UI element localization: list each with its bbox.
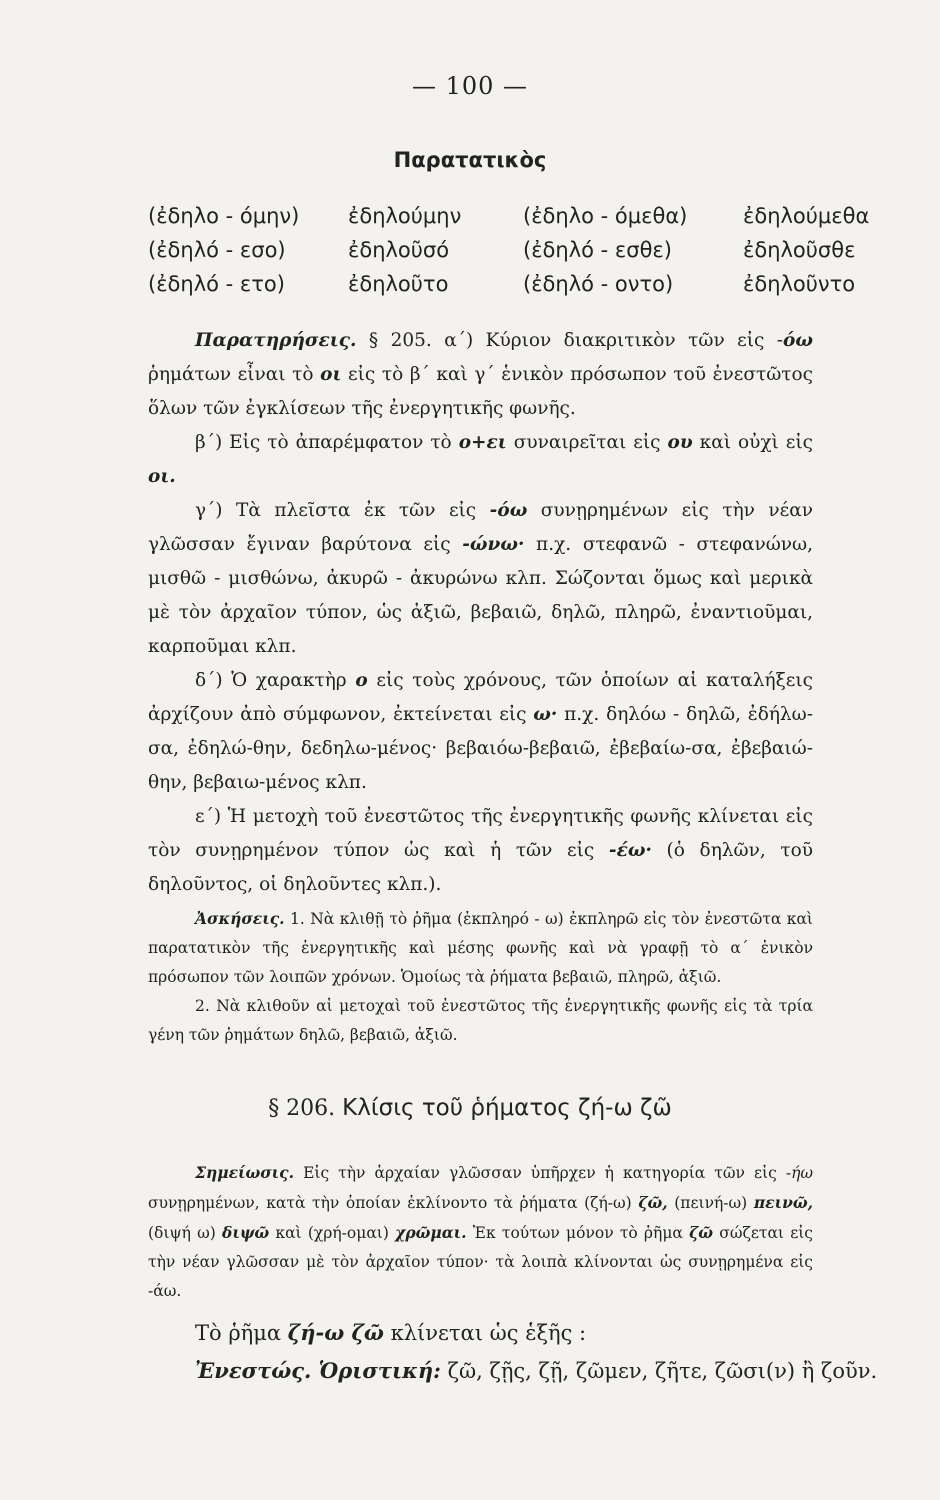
obs-label: Παρατηρήσεις. — [195, 330, 357, 351]
conj-cell: (ἐδηλο - όμην) — [148, 204, 300, 228]
ending: οι. — [148, 466, 176, 487]
section-title: Κλίσις τοῦ ῥήματος ζή-ω ζῶ — [342, 1095, 672, 1121]
conj-cell: ἐδηλοῦντο — [743, 272, 856, 296]
text: π.χ. δηλόω - δηλῶ, ἐδήλω-σα, ἐδηλώ-θην, δεδηλω-μένος· βεβαιόω-βεβαιῶ, ἐβεβαίω-σα, ἐβεβαιώ-θην, βεβαιω-μένος κλπ. — [148, 704, 813, 793]
text: γ΄) Τὰ πλεῖστα ἐκ τῶν εἰς — [195, 500, 490, 521]
note-label: Σημείωσις. — [195, 1163, 295, 1182]
text: Τὸ ῥῆμα — [195, 1321, 288, 1345]
page-number: — 100 — — [411, 72, 529, 100]
conj-cell: ἐδηλοῦσθε — [743, 238, 856, 262]
ending: ου — [667, 432, 693, 453]
tail-line-2 — [148, 1352, 878, 1390]
conjugation-table — [148, 204, 870, 306]
note-paragraph — [148, 1158, 813, 1306]
ending: ο — [355, 670, 368, 691]
text: συνῃρημένων, κατὰ τὴν ὁποίαν ἐκλίνοντο τὰ ῥήματα (ζή-ω) — [148, 1194, 639, 1212]
obs-paragraph-d — [148, 664, 813, 800]
term: διψῶ — [222, 1223, 270, 1242]
term: πεινῶ, — [753, 1193, 813, 1212]
ending: όω — [783, 330, 813, 351]
conjugation-row — [148, 204, 870, 238]
obs-paragraph-e — [148, 800, 813, 902]
text: (διψή ω) — [148, 1224, 222, 1242]
section-heading — [0, 1095, 940, 1121]
text: συναιρεῖται εἰς — [506, 432, 668, 453]
note — [148, 1158, 813, 1306]
text: (πεινή-ω) — [667, 1194, 754, 1212]
conjugation-row — [148, 272, 856, 306]
text: (ὁ δηλῶν, τοῦ δηλοῦντος, οἱ δηλοῦντες κλπ.). — [148, 840, 813, 895]
text: συνῃρημένων εἰς τὴν νέαν γλῶσσαν ἔγιναν βαρύτονα εἰς — [148, 500, 813, 555]
conj-cell: ἐδηλοῦσό — [348, 238, 450, 262]
conj-cell: (ἐδηλό - ετο) — [148, 272, 285, 296]
ending: ω· — [533, 704, 558, 725]
conj-cell: (ἐδηλό - εσθε) — [523, 238, 672, 262]
term: ζῶ, — [638, 1193, 668, 1212]
text: § 205. α΄) Κύριον διακριτικὸν τῶν εἰς - — [356, 330, 784, 351]
tail-line-1 — [148, 1314, 813, 1352]
observations — [148, 324, 813, 902]
obs-paragraph-b — [148, 426, 813, 494]
text: ε΄) Ἡ μετοχὴ τοῦ ἐνεστῶτος τῆς ἐνεργητικῆς φωνῆς κλίνεται εἰς τὸν συνῃρημένον τύπον ὡς καὶ ἡ τῶν εἰς — [148, 806, 813, 861]
exercises — [148, 904, 813, 1050]
section-number: § 206. — [268, 1096, 336, 1121]
conj-cell: ἐδηλούμην — [348, 204, 462, 228]
conjugation-row — [148, 238, 856, 272]
ending: ο+ει — [458, 432, 507, 453]
ending: -όω — [489, 500, 528, 521]
term: ζῶ — [689, 1223, 714, 1242]
text: καὶ (χρή-ομαι) — [269, 1224, 396, 1242]
mood-label: Ἐνεστώς. Ὁριστική: — [195, 1358, 441, 1383]
text: κλίνεται ὡς ἑξῆς : — [383, 1321, 587, 1345]
forms: ζῶ, ζῇς, ζῇ, ζῶμεν, ζῆτε, ζῶσι(ν) ἢ ζοῦν. — [440, 1359, 878, 1383]
exercises-label: Ἀσκήσεις. — [195, 909, 285, 928]
tense-heading: Παρατατικὸς — [393, 148, 547, 172]
text: Ἐκ τούτων μόνον τὸ ῥῆμα — [466, 1224, 690, 1242]
term: χρῶμαι. — [395, 1223, 467, 1242]
text: β΄) Εἰς τὸ ἀπαρέμφατον τὸ — [195, 432, 459, 453]
text: καὶ οὐχὶ εἰς — [692, 432, 814, 453]
text: π.χ. στεφανῶ - στεφανώνω, μισθῶ - μισθώνω, ἀκυρῶ - ἀκυρώνω κλπ. Σώζονται ὅμως καὶ μερικὰ μὲ τὸν ἀρχαῖον τύπον, ὡς ἀξιῶ, βεβαιῶ, δηλῶ, πληρῶ, ἐναντιοῦμαι, καρποῦμαι κλπ. — [148, 534, 813, 657]
conjugation-intro — [148, 1314, 878, 1390]
text: εἰς τὸ β΄ καὶ γ΄ ἑνικὸν πρόσωπον τοῦ ἐνεστῶτος ὅλων τῶν ἐγκλίσεων τῆς ἐνεργητικῆς φωνῆς. — [148, 364, 814, 419]
conj-cell: (ἐδηλό - οντο) — [523, 272, 674, 296]
conj-cell: (ἐδηλο - όμεθα) — [523, 204, 688, 228]
text: δ΄) Ὁ χαρακτὴρ — [195, 670, 356, 691]
ending: -ώνω· — [462, 534, 525, 555]
conj-cell: ἐδηλοῦτο — [348, 272, 449, 296]
term: -ήω — [785, 1164, 813, 1182]
obs-paragraph-c — [148, 494, 813, 664]
text: Εἰς τὴν ἀρχαίαν γλῶσσαν ὑπῆρχεν ἡ κατηγορία τῶν εἰς — [294, 1164, 786, 1182]
exercise-1 — [148, 904, 813, 992]
conj-cell: ἐδηλούμεθα — [743, 204, 870, 228]
verb: ζή-ω ζῶ — [287, 1320, 384, 1345]
ending: -έω· — [608, 840, 652, 861]
conj-cell: (ἐδηλό - εσο) — [148, 238, 286, 262]
exercise-2: 2. Νὰ κλιθοῦν αἱ μετοχαὶ τοῦ ἐνεστῶτος τῆς ἐνεργητικῆς φωνῆς εἰς τὰ τρία γένη τῶν ῥημάτων δηλῶ, βεβαιῶ, ἀξιῶ. — [148, 997, 813, 1044]
obs-paragraph-a — [148, 324, 813, 426]
text: εἰς τοὺς χρόνους, τῶν ὁποίων αἱ καταλήξεις ἀρχίζουν ἀπὸ σύμφωνον, ἐκτείνεται εἰς — [148, 670, 813, 725]
text: σώζεται εἰς τὴν νέαν γλῶσσαν μὲ τὸν ἀρχαῖον τύπον· τὰ λοιπὰ κλίνονται ὡς συνῃρημένα εἰς -άω. — [148, 1224, 813, 1300]
text: ῥημάτων εἶναι τὸ — [148, 364, 321, 385]
text: 1. Νὰ κλιθῇ τὸ ῥῆμα (ἐκπληρό - ω) ἐκπληρῶ εἰς τὸν ἐνεστῶτα καὶ παρατατικὸν τῆς ἐνεργητικῆς καὶ μέσης φωνῆς καὶ νὰ γραφῇ τὸ α΄ ἑνικὸν πρόσωπον τῶν λοιπῶν χρόνων. Ὁμοίως τὰ ῥήματα βεβαιῶ, πληρῶ, ἀξιῶ. — [148, 910, 813, 986]
ending: οι — [320, 364, 342, 385]
